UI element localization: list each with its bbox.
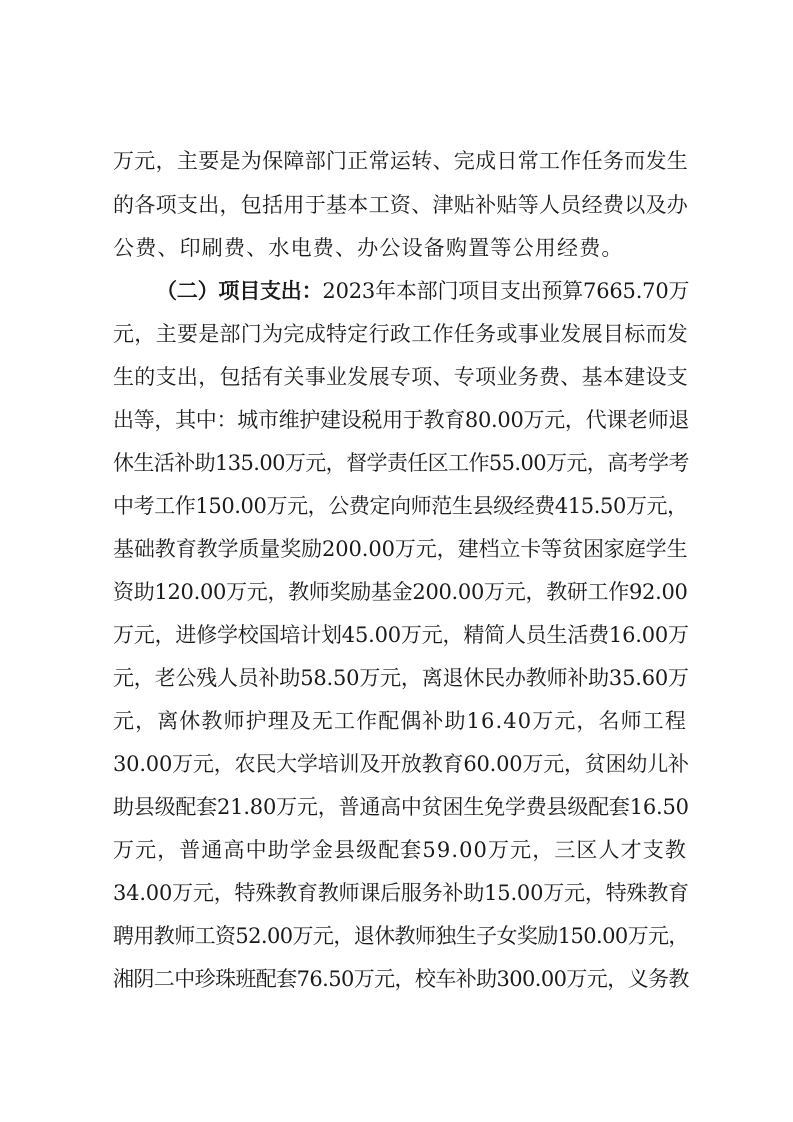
text-line: 休生活补助135.00万元，督学责任区工作55.00万元，高考学考 xyxy=(113,451,689,475)
text-line: 34.00万元，特殊教育教师课后服务补助15.00万元，特殊教育 xyxy=(113,881,689,905)
text-line: 资助120.00万元，教师奖励基金200.00万元，教研工作92.00 xyxy=(113,580,688,604)
section-heading-line xyxy=(156,273,689,309)
text-line: 中考工作150.00万元，公费定向师范生县级经费415.50万元， xyxy=(113,494,688,518)
text-line: 万元，普通高中助学金县级配套59.00万元，三区人才支教 xyxy=(113,838,687,862)
text-line: 基础教育教学质量奖励200.00万元，建档立卡等贫困家庭学生 xyxy=(113,537,688,561)
text-line: 湘阴二中珍珠班配套76.50万元，校车补助300.00万元，义务教 xyxy=(113,967,689,991)
text-line: 出等，其中：城市维护建设税用于教育80.00万元，代课老师退 xyxy=(113,408,690,432)
text-line: 30.00万元，农民大学培训及开放教育60.00万元，贫困幼儿补 xyxy=(113,752,689,776)
section-heading: （二）项目支出： xyxy=(156,279,323,303)
text-line: 的各项支出，包括用于基本工资、津贴补贴等人员经费以及办 xyxy=(113,193,689,217)
text-line: 元，主要是部门为完成特定行政工作任务或事业发展目标而发 xyxy=(113,322,689,346)
text-line: 聘用教师工资52.00万元，退休教师独生子女奖励150.00万元， xyxy=(113,924,689,948)
text-line: 万元，进修学校国培计划45.00万元，精简人员生活费16.00万 xyxy=(113,623,689,647)
text-line: 2023年本部门项目支出预算7665.70万 xyxy=(322,279,690,303)
text-line: 公费、印刷费、水电费、办公设备购置等公用经费。 xyxy=(113,236,624,260)
text-line: 助县级配套21.80万元，普通高中贫困生免学费县级配套16.50 xyxy=(113,795,689,819)
text-line: 元，离休教师护理及无工作配偶补助16.40万元，名师工程 xyxy=(113,709,687,733)
text-line: 生的支出，包括有关事业发展专项、专项业务费、基本建设支 xyxy=(113,365,689,389)
text-line: 元，老公残人员补助58.50万元，离退休民办教师补助35.60万 xyxy=(113,666,689,690)
text-line: 万元，主要是为保障部门正常运转、完成日常工作任务而发生 xyxy=(113,149,689,173)
